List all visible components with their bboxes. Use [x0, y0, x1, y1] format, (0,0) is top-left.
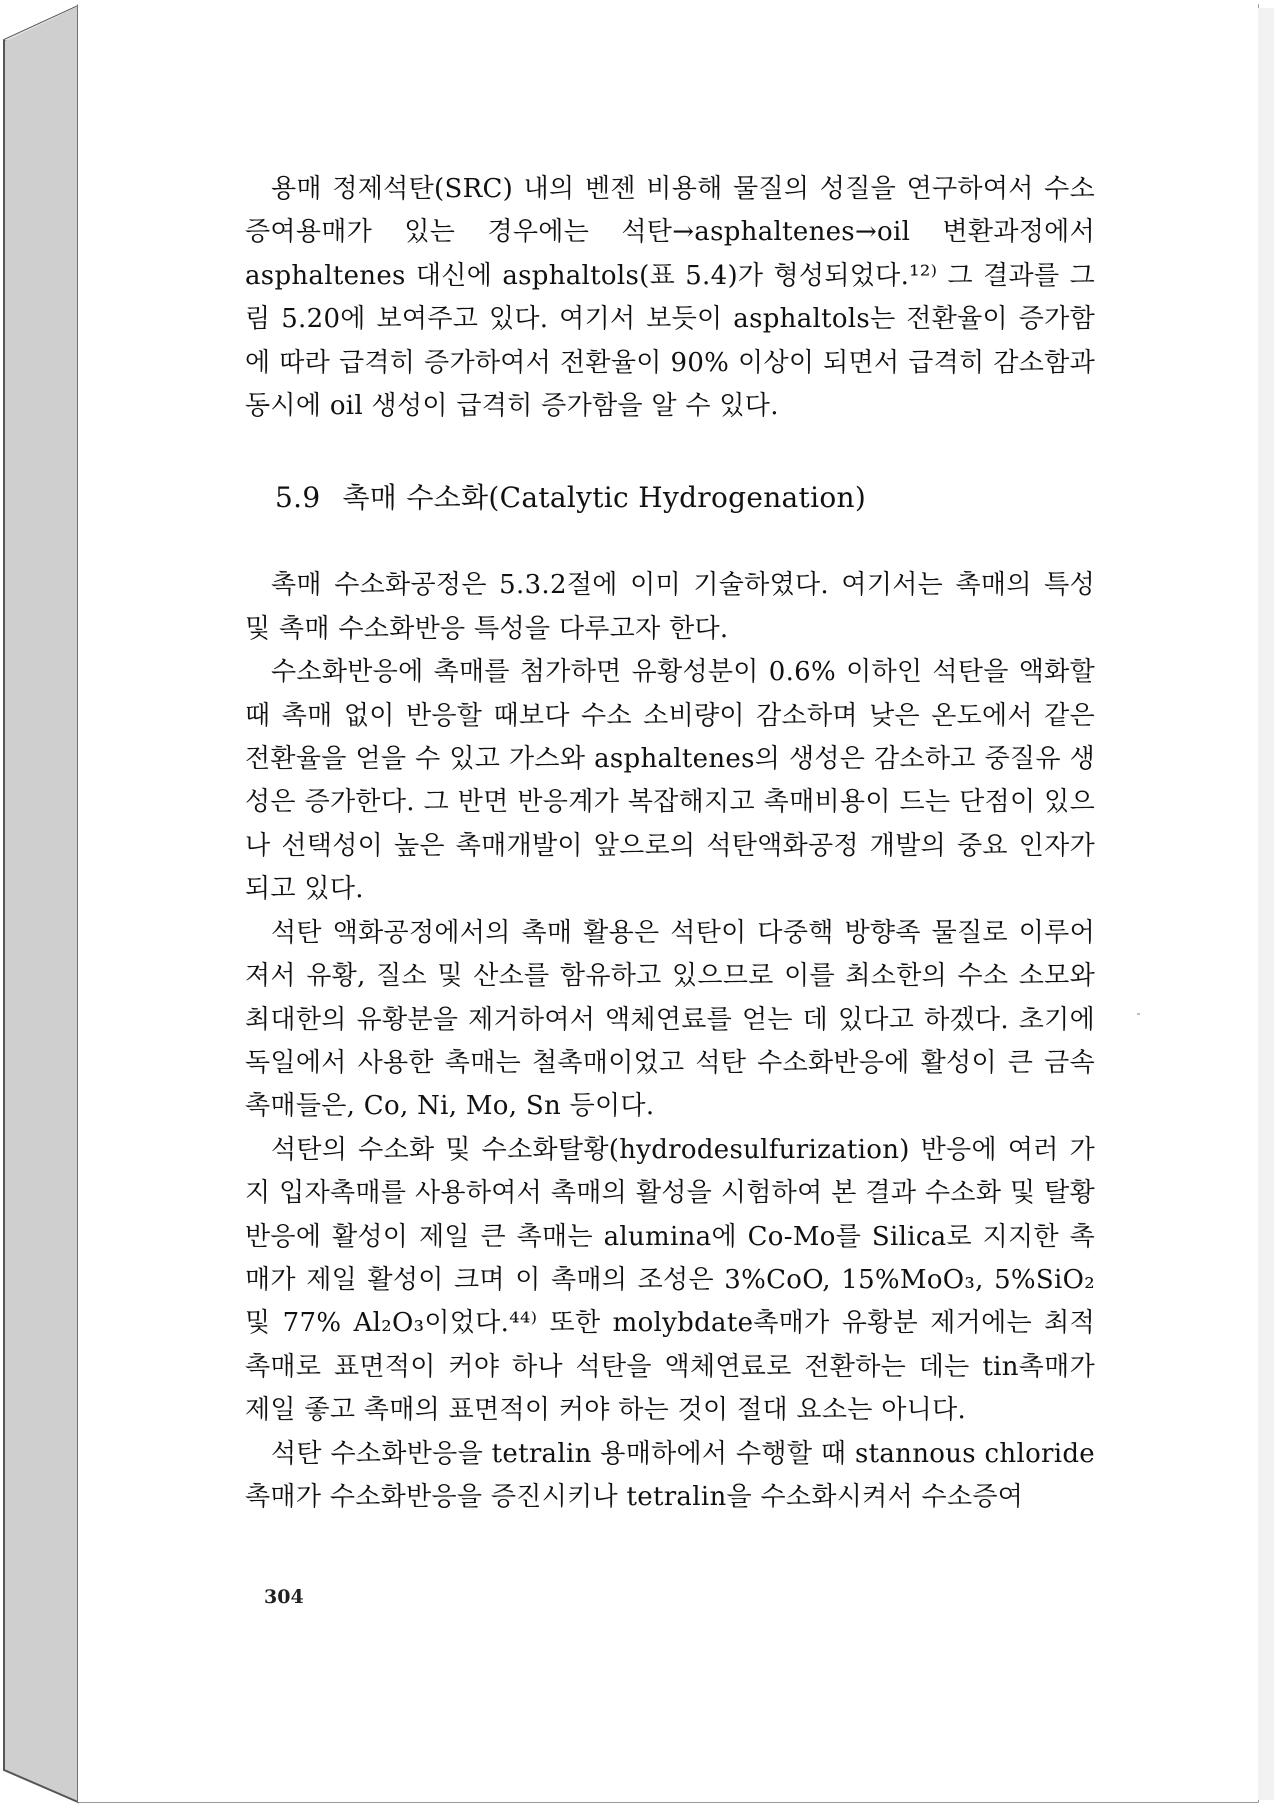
paragraph: 석탄의 수소화 및 수소화탈황(hydrodesulfurization) 반응에 여러 가지 입자촉매를 사용하여서 촉매의 활성을 시험하여 본 결과 수소화 및 탈황반응에 활성이 제일 큰 촉매는 alumina에 Co-Mo를 Silica로 지지한 촉매가 제일 활성이 크며 이 촉매의 조성은 3%CoO, 15%MoO₃, 5%SiO₂ 및 77% Al₂O₃이었다.⁴⁴⁾ 또한 molybdate촉매가 유황분 제거에는 최적 촉매로 표면적이 커야 하나 석탄을 액체연료로 전환하는 데는 tin촉매가 제일 좋고 촉매의 표면적이 커야 하는 것이 절대 요소는 아니다.	[245, 1134, 1095, 1426]
paragraph: 석탄 액화공정에서의 촉매 활용은 석탄이 다중핵 방향족 물질로 이루어져서 유황, 질소 및 산소를 함유하고 있으므로 이를 최소한의 수소 소모와 최대한의 유황분을 제거하여서 액체연료를 얻는 데 있다고 하겠다. 초기에 독일에서 사용한 촉매는 철촉매이었고 석탄 수소화반응에 활성이 큰 금속촉매들은, Co, Ni, Mo, Sn 등이다.	[245, 917, 1095, 1122]
paragraph-intro: 용매 정제석탄(SRC) 내의 벤젠 비용해 물질의 성질을 연구하여서 수소증여용매가 있는 경우에는 석탄→asphaltenes→oil 변환과정에서 asphaltenes 대신에 asphaltols(표 5.4)가 형성되었다.¹²⁾ 그 결과를 그림 5.20에 보여주고 있다. 여기서 보듯이 asphaltols는 전환율이 증가함에 따라 급격히 증가하여서 전환율이 90% 이상이 되면서 급격히 감소함과 동시에 oil 생성이 급격히 증가함을 알 수 있다.	[245, 174, 1095, 422]
book-spine-face	[4, 6, 78, 1802]
paragraph: 수소화반응에 촉매를 첨가하면 유황성분이 0.6% 이하인 석탄을 액화할 때 촉매 없이 반응할 때보다 수소 소비량이 감소하며 낮은 온도에서 같은 전환율을 얻을 수 있고 가스와 asphaltenes의 생성은 감소하고 중질유 생성은 증가한다. 그 반면 반응계가 복잡해지고 촉매비용이 드는 단점이 있으나 선택성이 높은 촉매개발이 앞으로의 석탄액화공정 개발의 중요 인자가 되고 있다.	[245, 657, 1095, 905]
paragraph: 촉매 수소화공정은 5.3.2절에 이미 기술하였다. 여기서는 촉매의 특성 및 촉매 수소화반응 특성을 다루고자 한다.	[245, 570, 1095, 644]
paragraph: 석탄 수소화반응을 tetralin 용매하에서 수행할 때 stannous chloride 촉매가 수소화반응을 증진시키나 tetralin을 수소화시켜서 수소증여	[245, 1438, 1095, 1512]
section-number: 5.9	[275, 481, 321, 515]
page-right-shadow	[1258, 8, 1274, 1800]
section-title: 촉매 수소화(Catalytic Hydrogenation)	[342, 481, 867, 515]
section-heading	[275, 478, 1095, 518]
page-number: 304	[264, 1586, 304, 1608]
page-text-column	[245, 168, 1095, 1519]
scan-speck	[1137, 1013, 1140, 1015]
